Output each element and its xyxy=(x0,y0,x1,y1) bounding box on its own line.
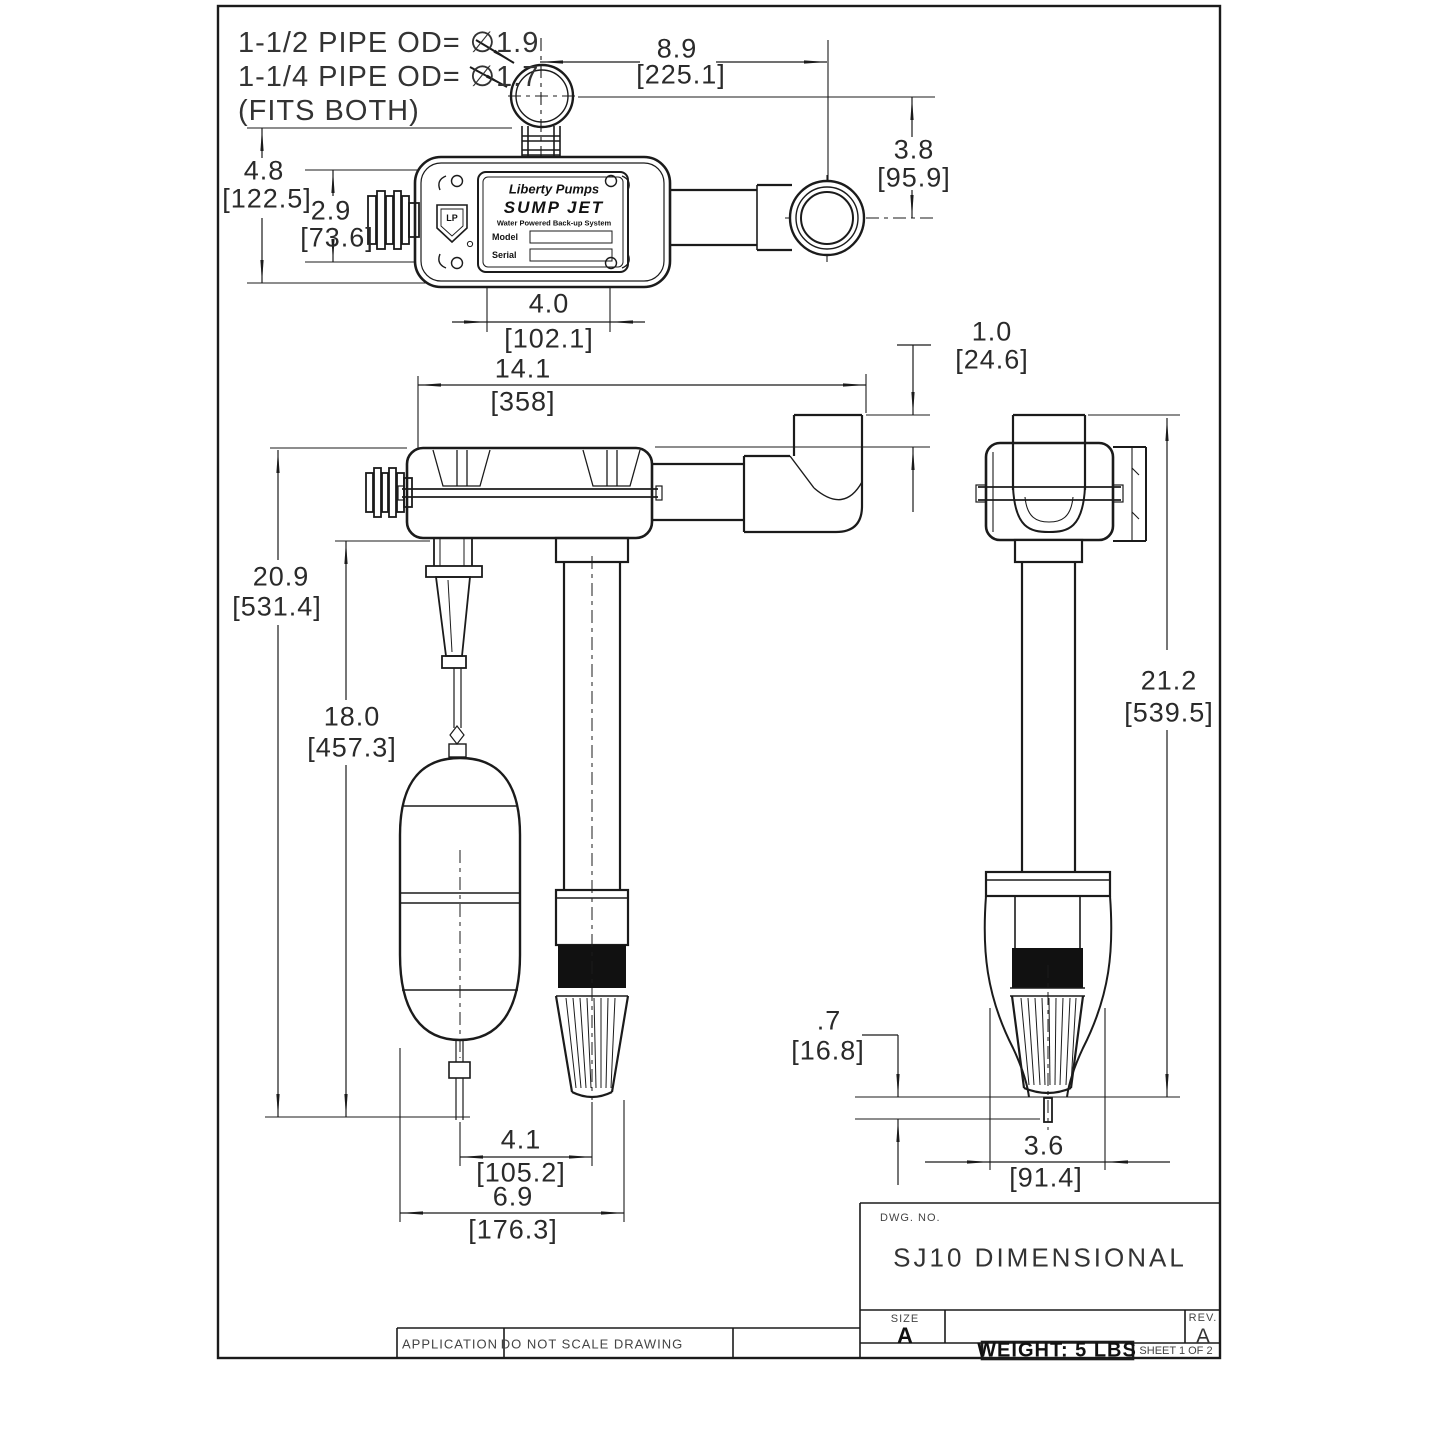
dim-21-2-in: 21.2 xyxy=(1140,665,1198,696)
drawing-number: SJ10 DIMENSIONAL xyxy=(893,1242,1187,1273)
dim-18-0-in: 18.0 xyxy=(323,701,381,732)
dwg-no-label: DWG. NO. xyxy=(880,1212,941,1224)
hose-connector-top xyxy=(368,191,419,249)
dim-14-1-mm: [358] xyxy=(490,386,556,417)
dimension-lines xyxy=(262,40,1170,1213)
end-view xyxy=(976,415,1146,1130)
extension-lines xyxy=(247,38,1180,1222)
dim-6-9-mm: [176.3] xyxy=(468,1214,558,1245)
dim-1-0-mm: [24.6] xyxy=(955,344,1029,375)
dim-2-9-mm: [73.6] xyxy=(300,222,374,253)
dim-18-0-mm: [457.3] xyxy=(307,732,397,763)
dim-0-7-mm: [16.8] xyxy=(791,1035,865,1066)
dim-6-9-in: 6.9 xyxy=(492,1181,534,1212)
dim-21-2-mm: [539.5] xyxy=(1124,697,1214,728)
dim-3-8-in: 3.8 xyxy=(893,134,935,165)
dim-20-9-in: 20.9 xyxy=(252,561,310,592)
note-line-3: (FITS BOTH) xyxy=(238,95,420,127)
hose-connector-front xyxy=(366,468,412,517)
pump-body-end xyxy=(986,443,1113,540)
dim-20-9-mm: [531.4] xyxy=(232,591,322,622)
size-value: A xyxy=(897,1323,913,1348)
pipe-size-note xyxy=(238,26,539,128)
pump-body-front xyxy=(407,448,652,538)
application-label: APPLICATION xyxy=(401,1336,499,1352)
dim-3-6-mm: [91.4] xyxy=(1009,1162,1083,1193)
float-switch-stem xyxy=(426,538,482,757)
shield-monogram: LP xyxy=(446,213,458,223)
dim-0-7-in: .7 xyxy=(816,1005,842,1036)
size-label: SIZE xyxy=(890,1313,920,1325)
discharge-elbow xyxy=(744,415,862,532)
front-view xyxy=(366,415,862,1120)
dim-1-0-in: 1.0 xyxy=(971,316,1013,347)
nameplate-serial-label: Serial xyxy=(492,250,517,260)
dim-4-0-mm: [102.1] xyxy=(504,323,594,354)
dim-4-0-in: 4.0 xyxy=(528,288,570,319)
weight-value: WEIGHT: 5 LBS xyxy=(977,1339,1137,1362)
suction-pipe-front xyxy=(556,538,628,1100)
rev-label: REV. xyxy=(1188,1312,1218,1324)
rev-value: A xyxy=(1195,1325,1211,1348)
note-line-1: 1-1/2 PIPE OD= ∅1.9 xyxy=(238,27,540,59)
dim-4-1-mm: [105.2] xyxy=(476,1157,566,1188)
nameplate-model-label: Model xyxy=(492,232,518,242)
dim-4-8-in: 4.8 xyxy=(243,155,285,186)
dim-8-9-in: 8.9 xyxy=(656,33,698,64)
do-not-scale-label: DO NOT SCALE DRAWING xyxy=(500,1336,684,1352)
nameplate-subtitle: Water Powered Back-up System xyxy=(496,218,612,228)
dim-4-1-in: 4.1 xyxy=(500,1124,542,1155)
dim-2-9-in: 2.9 xyxy=(310,195,352,226)
sheet-number: SHEET 1 OF 2 xyxy=(1139,1345,1213,1357)
dim-14-1-in: 14.1 xyxy=(494,353,552,384)
nameplate-brand: Liberty Pumps xyxy=(508,181,600,197)
dim-8-9-mm: [225.1] xyxy=(636,59,726,90)
dim-3-6-in: 3.6 xyxy=(1023,1130,1065,1161)
dim-4-8-mm: [122.5] xyxy=(222,183,312,214)
nameplate-product: SUMP JET xyxy=(503,198,605,217)
note-line-2: 1-1/4 PIPE OD= ∅1.7 xyxy=(238,61,540,93)
dim-3-8-mm: [95.9] xyxy=(877,162,951,193)
